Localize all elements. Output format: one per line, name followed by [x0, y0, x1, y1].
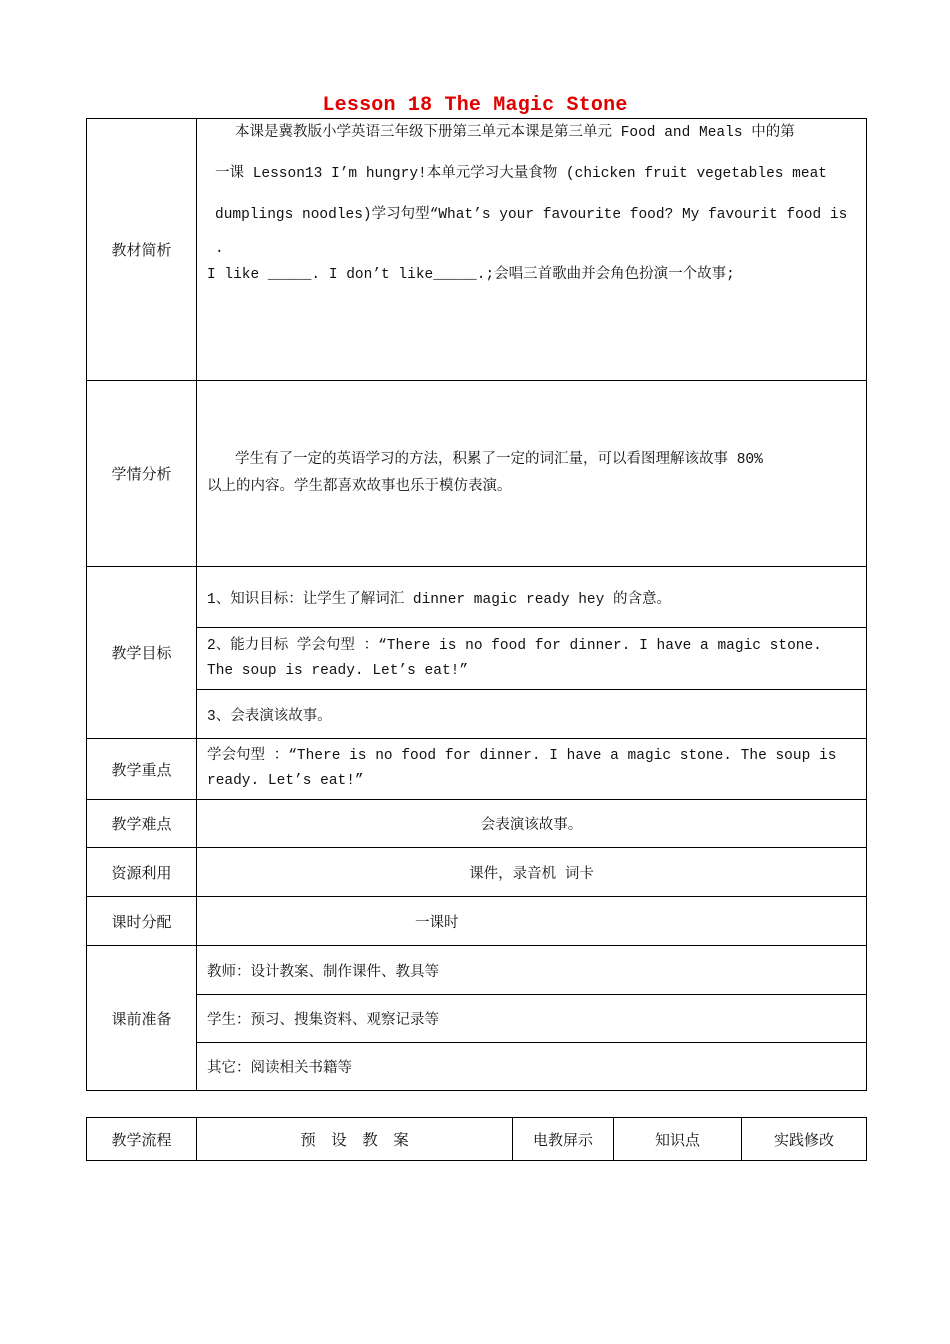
row-mubiao-1	[87, 567, 867, 628]
content-xueqing	[197, 381, 867, 567]
label-ziyuan: 资源利用	[87, 848, 197, 897]
label-jiaocai: 教材简析	[87, 119, 197, 381]
zhongdian-line-2: ready. Let’s eat!”	[207, 773, 364, 789]
flow-header-process: 教学流程	[87, 1118, 197, 1161]
content-keshi: 一课时	[197, 897, 867, 946]
zhongdian-line-1: 学会句型 ：“There is no food for dinner. I have a magic stone. The soup is	[207, 748, 837, 764]
zhunbei-other: 其它：阅读相关书籍等	[197, 1043, 867, 1091]
content-jiaocai	[197, 119, 867, 381]
mubiao-item-3: 3、会表演该故事。	[197, 690, 867, 739]
row-zhunbei-3	[87, 1043, 867, 1091]
label-keshi: 课时分配	[87, 897, 197, 946]
xueqing-line-1: 学生有了一定的英语学习的方法，积累了一定的词汇量，可以看图理解该故事 80%	[235, 451, 763, 468]
row-xueqing	[87, 381, 867, 567]
mubiao-item-2-line-1: 2、能力目标 学会句型 ：“There is no food for dinner. I have a magic stone.	[207, 637, 822, 654]
jiaocai-line-1: 本课是冀教版小学英语三年级下册第三单元本课是第三单元 Food and Meals 中的第	[235, 125, 795, 141]
label-xueqing: 学情分析	[87, 381, 197, 567]
row-nandian	[87, 800, 867, 848]
row-mubiao-3	[87, 690, 867, 739]
label-zhongdian: 教学重点	[87, 739, 197, 800]
jiaocai-line-5: I like _____. I don’t like_____.;会唱三首歌曲并会角色扮演一个故事;	[207, 267, 735, 283]
label-nandian: 教学难点	[87, 800, 197, 848]
zhunbei-teacher: 教师：设计教案、制作课件、教具等	[197, 946, 867, 995]
jiaocai-line-2: 一课 Lesson13 I’m hungry!本单元学习大量食物 (chicken fruit vegetables meat	[215, 166, 827, 182]
row-zhunbei-1	[87, 946, 867, 995]
content-ziyuan: 课件，录音机 词卡	[197, 848, 867, 897]
flow-header-revision: 实践修改	[742, 1118, 867, 1161]
lesson-plan-table	[86, 118, 867, 1091]
row-zhongdian	[87, 739, 867, 800]
mubiao-item-2	[197, 628, 867, 690]
content-nandian: 会表演该故事。	[197, 800, 867, 848]
row-zhunbei-2	[87, 995, 867, 1043]
zhunbei-student: 学生：预习、搜集资料、观察记录等	[197, 995, 867, 1043]
label-zhunbei: 课前准备	[87, 946, 197, 1091]
xueqing-line-2: 以上的内容。学生都喜欢故事也乐于模仿表演。	[207, 478, 512, 495]
mubiao-item-2-line-2: The soup is ready. Let’s eat!”	[207, 662, 469, 679]
flow-header-knowledge: 知识点	[614, 1118, 742, 1161]
flow-header-plan: 预 设 教 案	[197, 1118, 513, 1161]
flow-header-row	[87, 1118, 867, 1161]
flow-header-display: 电教屏示	[513, 1118, 614, 1161]
row-jiaocai	[87, 119, 867, 381]
row-keshi	[87, 897, 867, 946]
label-mubiao: 教学目标	[87, 567, 197, 739]
jiaocai-line-4: .	[215, 241, 224, 257]
page-title: Lesson 18 The Magic Stone	[322, 94, 628, 117]
mubiao-item-1: 1、知识目标：让学生了解词汇 dinner magic ready hey 的含意。	[197, 567, 867, 628]
teaching-flow-table	[86, 1117, 867, 1161]
content-zhongdian	[197, 739, 867, 800]
jiaocai-line-3: dumplings noodles)学习句型“What’s your favourite food? My favourit food is	[215, 207, 848, 223]
row-mubiao-2	[87, 628, 867, 690]
row-ziyuan	[87, 848, 867, 897]
